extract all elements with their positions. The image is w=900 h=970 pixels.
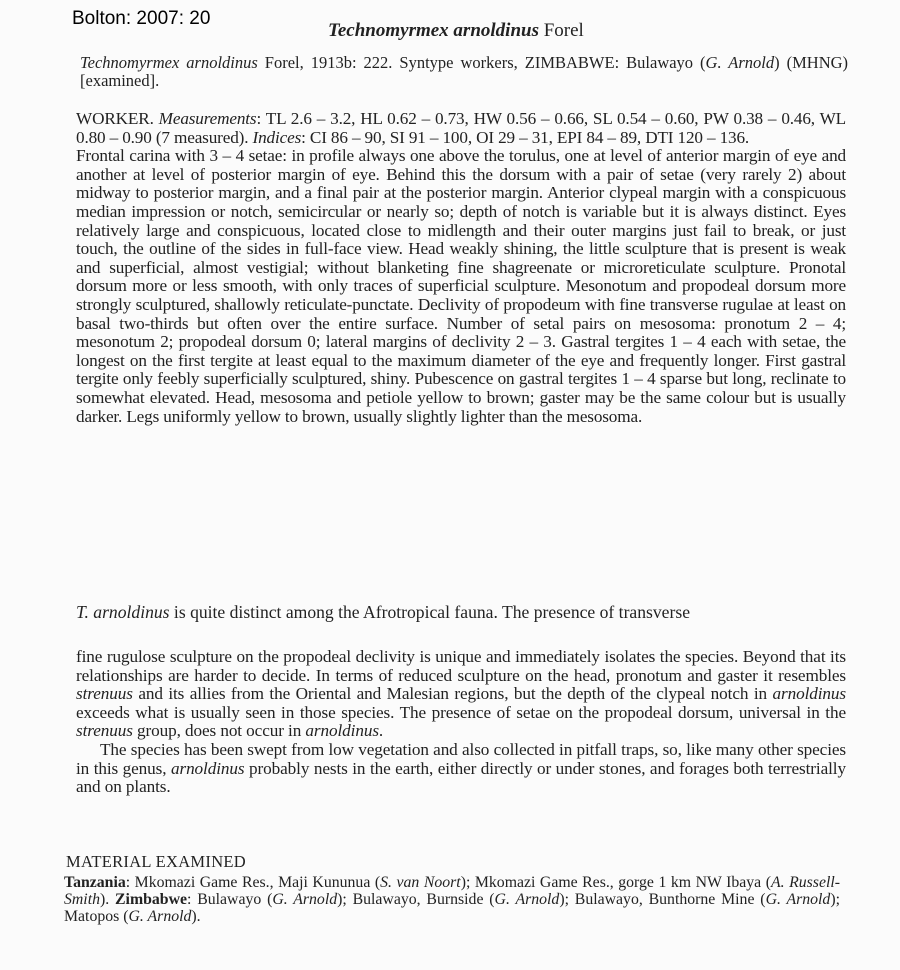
synonymy-name: Technomyrmex arnoldinus (80, 53, 258, 72)
note-line (76, 603, 846, 622)
synonymy-text-b: ) (MHNG) [examined]. (80, 53, 849, 90)
discussion-text-segment: exceeds what is usually seen in those species. The presence of setae on the propodeal dorsum, universal in the (76, 702, 846, 722)
material-text: ); Bulawayo, Burnside ( (337, 891, 495, 908)
synonymy-collector: G. Arnold (705, 53, 775, 72)
country-zimbabwe: Zimbabwe (115, 891, 187, 908)
species-arnoldinus: arnoldinus (305, 721, 379, 741)
species-arnoldinus: arnoldinus (170, 758, 245, 778)
material-text: : Mkomazi Game Res., Maji Kununua ( (125, 874, 381, 891)
discussion-text-segment: The species has been swept from low vegetation and also collected in pitfall traps, so, like many other species in this genus, (76, 739, 846, 778)
species-arnoldinus: arnoldinus (772, 684, 846, 704)
material-text: ); Mkomazi Game Res., gorge 1 km NW Ibaya ( (460, 874, 771, 891)
species-title-author: Forel (538, 20, 584, 41)
worker-description-text: Frontal carina with 3 – 4 setae: in profile always one above the torulus, one at level of anterior margin of eye and another at level of posterior margin of eye. Behind this the dorsum with a pair of setae (very rarely 2) about midway to posterior margin, and a final pair at the posterior margin. Anterior clypeal margin with a conspicuous median impression or notch, semicircular or nearly so; depth of notch is variable but it is always distinct. Eyes relatively large and conspicuous, located close to midlength and their outer margins just fail to break, or just touch, the outline of the sides in full-face view. Head weakly shining, the little sculpture that is present is weak and superficial, almost vestigial; without blanketing fine shagreenate or microreticulate sculpture. Pronotal dorsum more or less smooth, with only traces of superficial sculpture. Mesonotum and propodeal dorsum more strongly sculptured, shallowly reticulate-punctate. Declivity of propodeum with fine transverse rugulae at least on basal two-thirds but often over the entire surface. Number of setal pairs on mesosoma: pronotum 2 – 4; mesonotum 2; propodeal dorsum 0; lateral margins of declivity 2 – 3. Gastral tergites 1 – 4 each with setae, the longest on the first tergite at least equal to the maximum diameter of the eye and frequently longer. First gastral tergite only feebly superficially sculptured, shiny. Pubescence on gastral tergites 1 – 4 sparse but long, reclinate to somewhat elevated. Head, mesosoma and petiole yellow to brown; gaster may be the same colour but is usually darker. Legs uniformly yellow to brown, usually slightly lighter than the mesosoma. (76, 146, 846, 426)
discussion-text-segment: . (378, 721, 384, 741)
material-text: ); Bulawayo, Bunthorne Mine ( (559, 891, 766, 908)
collector-name: S. van Noort (380, 874, 461, 891)
species-strenuus: strenuus (76, 684, 133, 704)
species-title-name: Technomyrmex arnoldinus (328, 20, 539, 41)
collector-name: G. Arnold (765, 891, 831, 908)
country-tanzania: Tanzania (64, 874, 126, 891)
material-text: ); Matopos ( (64, 891, 840, 925)
discussion-text-segment: probably nests in the earth, either directly or under stones, and forages both terrestrially and on plants. (76, 758, 846, 797)
material-list (64, 874, 840, 925)
synonymy-paragraph (80, 54, 848, 90)
species-strenuus: strenuus (76, 721, 133, 741)
collector-name: A. Russell-Smith (64, 874, 840, 908)
discussion-text-segment: group, does not occur in (132, 721, 306, 741)
species-title (328, 20, 584, 42)
worker-description (76, 110, 846, 426)
indices-label: Indices (252, 127, 302, 147)
discussion-paragraph-2 (76, 741, 846, 797)
discussion-text-segment: and its allies from the Oriental and Malesian regions, but the depth of the clypeal notch in (132, 684, 773, 704)
note-text: is quite distinct among the Afrotropical fauna. The presence of transverse (169, 602, 691, 622)
material-text: ). (99, 891, 116, 908)
measurements-label: Measurements (158, 109, 257, 128)
discussion-text (76, 648, 846, 797)
material-text: ). (191, 908, 201, 925)
collector-name: G. Arnold (272, 891, 338, 908)
note-species: T. arnoldinus (76, 602, 170, 622)
discussion-paragraph-1 (76, 648, 846, 741)
worker-lead: WORKER. (76, 109, 159, 128)
synonymy-text-a: Forel, 1913b: 222. Syntype workers, ZIMBABWE: Bulawayo ( (257, 53, 706, 72)
collector-name: G. Arnold (494, 891, 560, 908)
indices-text: : CI 86 – 90, SI 91 – 100, OI 29 – 31, EPI 84 – 89, DTI 120 – 136. (301, 127, 750, 147)
material-heading: MATERIAL EXAMINED (66, 852, 247, 871)
citation-label: Bolton: 2007: 20 (72, 8, 211, 29)
material-text: : Bulawayo ( (187, 891, 273, 908)
collector-name: G. Arnold (128, 908, 192, 925)
measurements-text: : TL 2.6 – 3.2, HL 0.62 – 0.73, HW 0.56 – 0.66, SL 0.54 – 0.60, PW 0.38 – 0.46, WL 0.80 – 0.90 (7 measured). (76, 109, 846, 147)
discussion-text-segment: fine rugulose sculpture on the propodeal declivity is unique and immediately isolates the species. Beyond that its relationships are harder to decide. In terms of reduced sculpture on the head, pronotum and gaster it resembles (76, 647, 846, 685)
